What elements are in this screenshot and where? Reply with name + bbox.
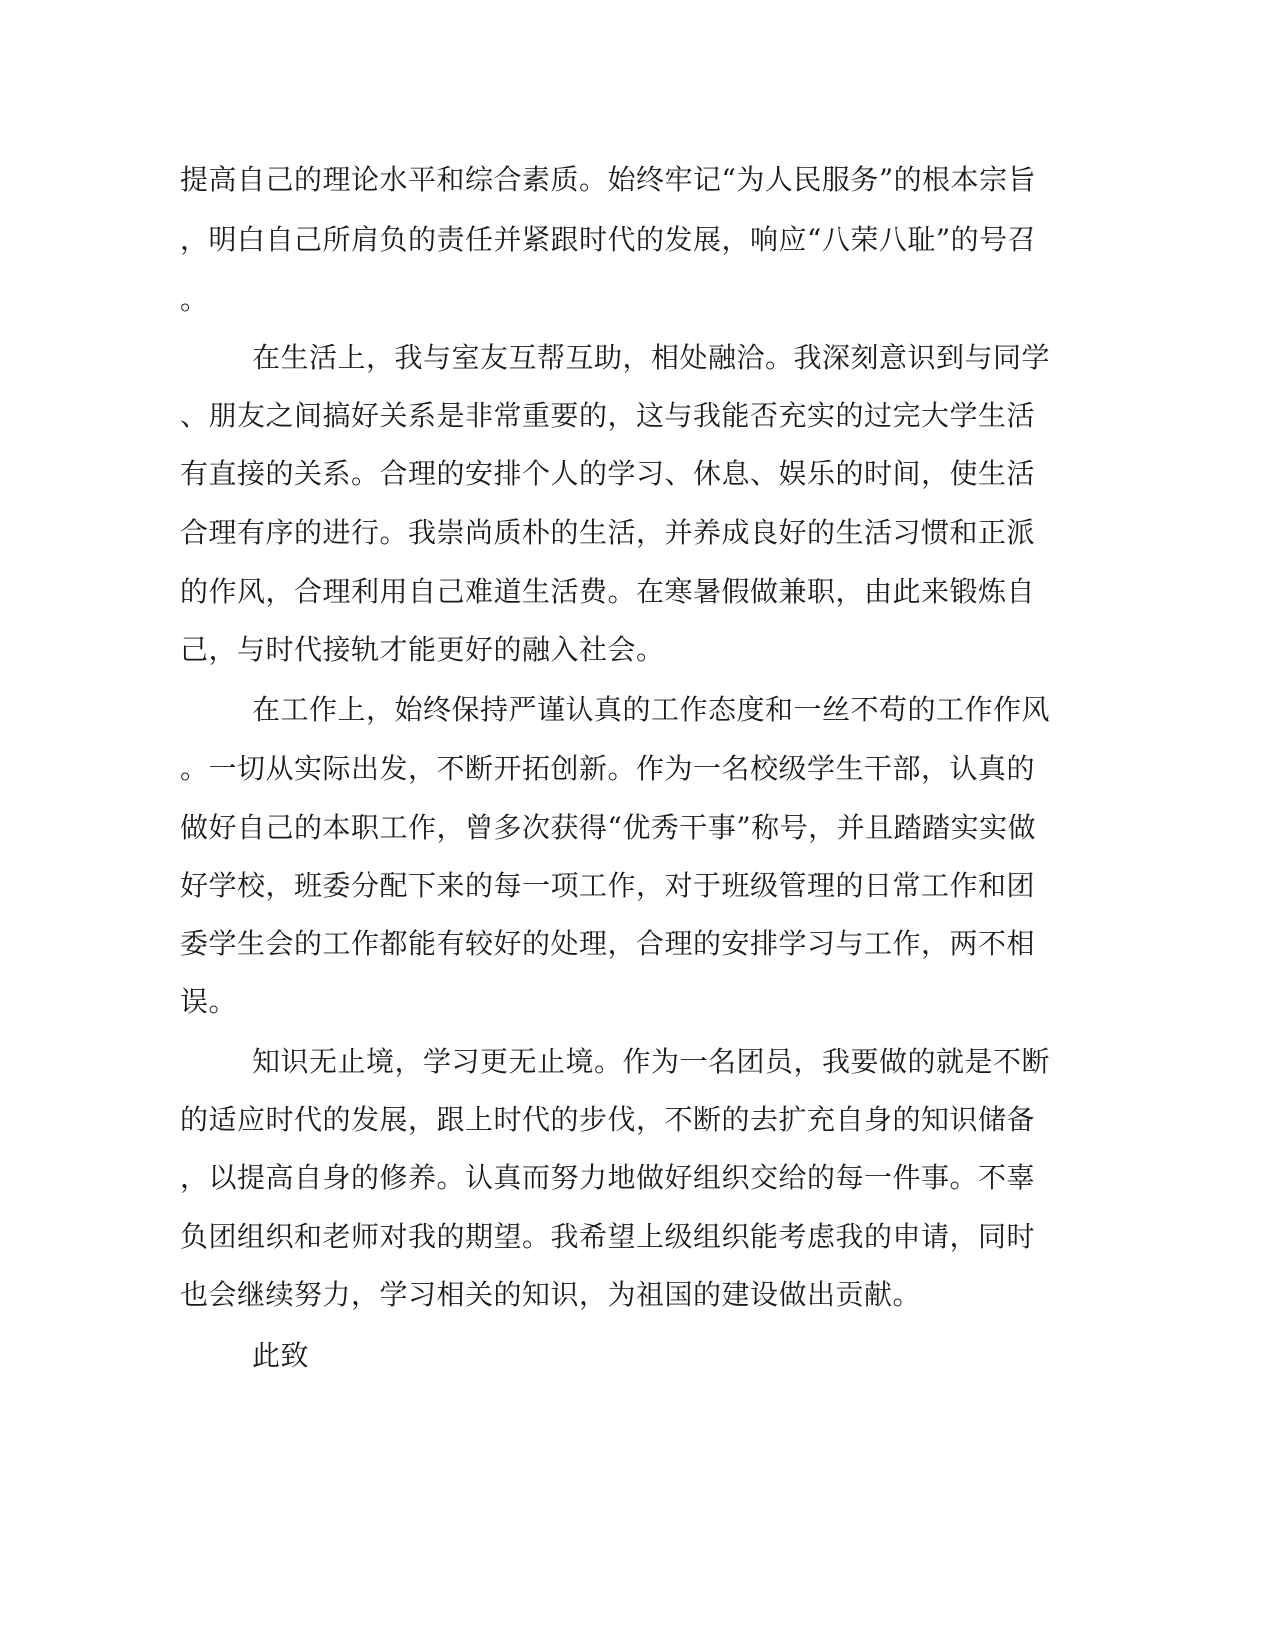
text-line: 也会继续努力，学习相关的知识，为祖国的建设做出贡献。	[180, 1278, 922, 1311]
text-line: 在生活上，我与室友互帮互助，相处融洽。我深刻意识到与同学	[252, 341, 1051, 374]
text-line: 负团组织和老师对我的期望。我希望上级组织能考虑我的申请，同时	[180, 1220, 1036, 1253]
text-line: 在工作上，始终保持严谨认真的工作态度和一丝不苟的工作作风	[252, 693, 1051, 726]
closing-salutation: 此致	[252, 1339, 310, 1372]
text-line: 好学校，班委分配下来的每一项工作，对于班级管理的日常工作和团	[180, 869, 1036, 902]
text-line: 知识无止境，学习更无止境。作为一名团员，我要做的就是不断	[252, 1045, 1051, 1078]
text-line: 己，与时代接轨才能更好的融入社会。	[180, 633, 665, 666]
text-line: 合理有序的进行。我崇尚质朴的生活，并养成良好的生活习惯和正派	[180, 516, 1036, 549]
text-line: ，明白自己所肩负的责任并紧跟时代的发展，响应“八荣八耻”的号召	[180, 223, 1037, 256]
text-line: 做好自己的本职工作，曾多次获得“优秀干事”称号，并且踏踏实实做	[180, 811, 1037, 844]
text-line: 的适应时代的发展，跟上时代的步伐，不断的去扩充自身的知识储备	[180, 1103, 1036, 1136]
text-line: 误。	[180, 985, 238, 1018]
text-line: 提高自己的理论水平和综合素质。始终牢记“为人民服务”的根本宗旨	[180, 163, 1037, 196]
text-line: 有直接的关系。合理的安排个人的学习、休息、娱乐的时间，使生活	[180, 457, 1036, 490]
text-line: 。	[180, 283, 209, 316]
text-line: 。一切从实际出发，不断开拓创新。作为一名校级学生干部，认真的	[180, 752, 1036, 785]
text-line: 、朋友之间搞好关系是非常重要的，这与我能否充实的过完大学生活	[180, 399, 1036, 432]
text-line: ，以提高自身的修养。认真而努力地做好组织交给的每一件事。不辜	[180, 1161, 1036, 1194]
text-line: 的作风，合理利用自己难道生活费。在寒暑假做兼职，由此来锻炼自	[180, 575, 1036, 608]
text-line: 委学生会的工作都能有较好的处理，合理的安排学习与工作，两不相	[180, 927, 1036, 960]
